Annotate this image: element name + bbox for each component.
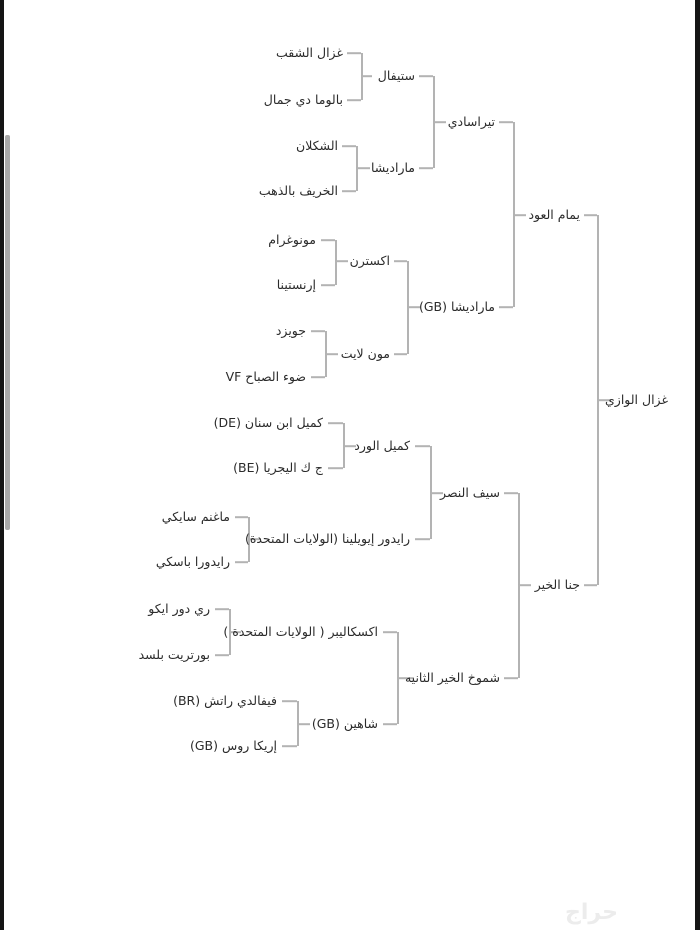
ancestor-node: مونوغرام (268, 232, 316, 247)
connector-line (499, 306, 513, 308)
connector-line (518, 584, 531, 586)
ancestor-node: غزال الشقب (276, 45, 343, 60)
ancestor-node: جويزد (275, 323, 306, 338)
connector-line (328, 422, 343, 424)
sire-node: يمام العود (528, 207, 580, 222)
connector-line (504, 677, 518, 679)
connector-line (215, 654, 229, 656)
connector-line (347, 52, 361, 54)
connector-line (415, 445, 430, 447)
ancestor-node: ري دور ايكو (148, 601, 210, 616)
connector-line (311, 376, 325, 378)
connector-line (235, 516, 248, 518)
connector-line (335, 240, 337, 285)
connector-line (419, 167, 433, 169)
granddam-node: مارادیشا (370, 160, 415, 175)
dam-of-dam-node: شموخ الخير الثانيه (404, 670, 500, 685)
connector-line (297, 723, 310, 725)
sire-of-dam-node: سيف النصر (440, 485, 500, 500)
connector-line (342, 190, 356, 192)
dam-node: جنا الخير (534, 577, 580, 592)
connector-line (215, 608, 229, 610)
root-horse-node: غزال الوازي (605, 392, 668, 407)
connector-line (419, 75, 433, 77)
ancestor-node: إرنستينا (276, 277, 316, 292)
granddam-node: مون لايت (340, 346, 390, 361)
ancestor-node: إريكا روس (GB) (189, 738, 277, 753)
connector-line (415, 538, 430, 540)
connector-line (584, 584, 597, 586)
connector-line (325, 353, 338, 355)
connector-line (321, 239, 335, 241)
grandsire-node: اكسكاليبر ( الولايات المتحدة ) (223, 624, 378, 639)
connector-line (328, 467, 343, 469)
connector-line (499, 121, 513, 123)
dam-of-sire-node: مارادیشا (GB) (418, 299, 495, 314)
haraj-watermark-logo: حراج (565, 900, 618, 925)
granddam-node: رايدور إيويلينا (الولايات المتحدة) (244, 531, 410, 546)
ancestor-node: ج ك اليجريا (BE) (233, 460, 323, 475)
connector-line (335, 260, 348, 262)
grandsire-node: كميل الورد (354, 438, 410, 453)
ancestor-node: الشكلان (296, 138, 338, 153)
connector-line (383, 723, 397, 725)
connector-line (356, 167, 370, 169)
connector-line (584, 214, 597, 216)
connector-line (513, 214, 526, 216)
ancestor-node: ضوء الصباح VF (225, 369, 306, 384)
ancestor-node: ماغنم سايكي (161, 509, 230, 524)
ancestor-node: الخريف بالذهب (258, 183, 338, 198)
connector-line (347, 99, 361, 101)
connector-line (342, 145, 356, 147)
grandsire-node: ستيفال (377, 68, 415, 83)
ancestor-node: بالوما دي جمال (263, 92, 343, 107)
ancestor-node: بورتريت بلسد (138, 647, 210, 662)
grandsire-node: اكسترن (349, 253, 390, 268)
ancestor-node: فيفالدي راتش (BR) (173, 693, 277, 708)
connector-line (235, 561, 248, 563)
connector-line (282, 700, 297, 702)
connector-line (282, 745, 297, 747)
connector-line (321, 284, 335, 286)
connector-line (361, 75, 372, 77)
connector-line (311, 330, 325, 332)
connector-line (394, 353, 407, 355)
granddam-node: شاهين (GB) (311, 716, 378, 731)
ancestor-node: رايدورا باسكي (155, 554, 230, 569)
connector-line (394, 260, 407, 262)
sire-of-sire-node: تيراسادي (447, 114, 495, 129)
connector-line (504, 492, 518, 494)
ancestor-node: كميل ابن سنان (DE) (213, 415, 323, 430)
connector-line (433, 121, 446, 123)
connector-line (383, 631, 397, 633)
